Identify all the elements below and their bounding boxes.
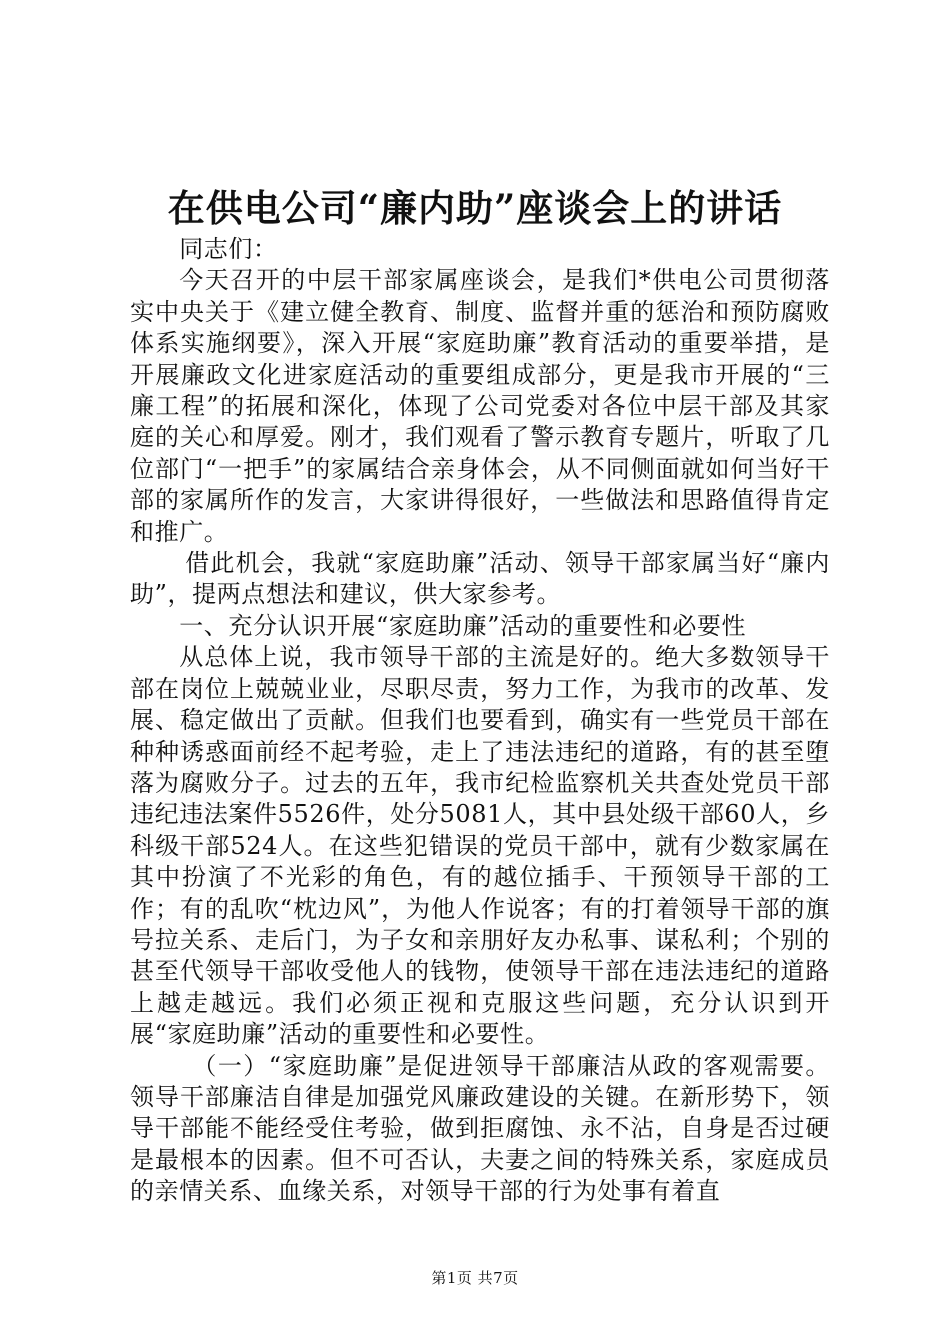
- salutation: 同志们：: [179, 235, 278, 263]
- page-number-footer: 第1页 共7页: [431, 1269, 519, 1287]
- paragraph-overview: 从总体上说，我市领导干部的主流是好的。绝大多数领导干部在岗位上兢兢业业，尽职尽责，努力工作，为我市的改革、发展、稳定做出了贡献。但我们也要看到，确实有一些党员干部在种种诱惑面前经不起考验，走上了违法违纪的道路，有的甚至堕落为腐败分子。过去的五年，我市纪检监察机关共查处党员干部违纪违法案件5526件，处分5081人，其中县处级干部60人，乡科级干部524人。在这些犯错误的党员干部中，就有少数家属在其中扮演了不光彩的角色，有的越位插手、干预领导干部的工作；有的乱吹“枕边风”，为他人作说客；有的打着领导干部的旗号拉关系、走后门，为子女和亲朋好友办私事、谋私利；个别的甚至代领导干部收受他人的钱物，使领导干部在违法违纪的道路上越走越远。我们必须正视和克服这些问题，充分认识到开展“家庭助廉”活动的重要性和必要性。: [130, 643, 830, 1049]
- section-heading: 一、充分认识开展“家庭助廉”活动的重要性和必要性: [179, 611, 747, 640]
- paragraph-opening: 今天召开的中层干部家属座谈会，是我们*供电公司贯彻落实中央关于《建立健全教育、制度、监督并重的惩治和预防腐败体系实施纲要》，深入开展“家庭助廉”教育活动的重要举措，是开展廉政文化进家庭活动的重要组成部分，更是我市开展的“三廉工程”的拓展和深化，体现了公司党委对各位中层干部及其家庭的关心和厚爱。刚才，我们观看了警示教育专题片，听取了几位部门“一把手”的家属结合亲身体会，从不同侧面就如何当好干部的家属所作的发言，大家讲得很好，一些做法和思路值得肯定和推广。: [130, 266, 830, 546]
- document-body: [130, 234, 830, 1208]
- paragraph-subsection-one: （一）“家庭助廉”是促进领导干部廉洁从政的客观需要。领导干部廉洁自律是加强党风廉政建设的关键。在新形势下，领导干部能不能经受住考验，做到拒腐蚀、永不沾，自身是否过硬是最根本的因素。但不可否认，夫妻之间的特殊关系，家庭成员的亲情关系、血缘关系，对领导干部的行为处事有着直: [130, 1051, 830, 1206]
- document-title: 在供电公司“廉内助”座谈会上的讲话: [167, 186, 783, 230]
- paragraph-intro: 借此机会，我就“家庭助廉”活动、领导干部家属当好“廉内助”，提两点想法和建议，供大家参考。: [130, 549, 830, 609]
